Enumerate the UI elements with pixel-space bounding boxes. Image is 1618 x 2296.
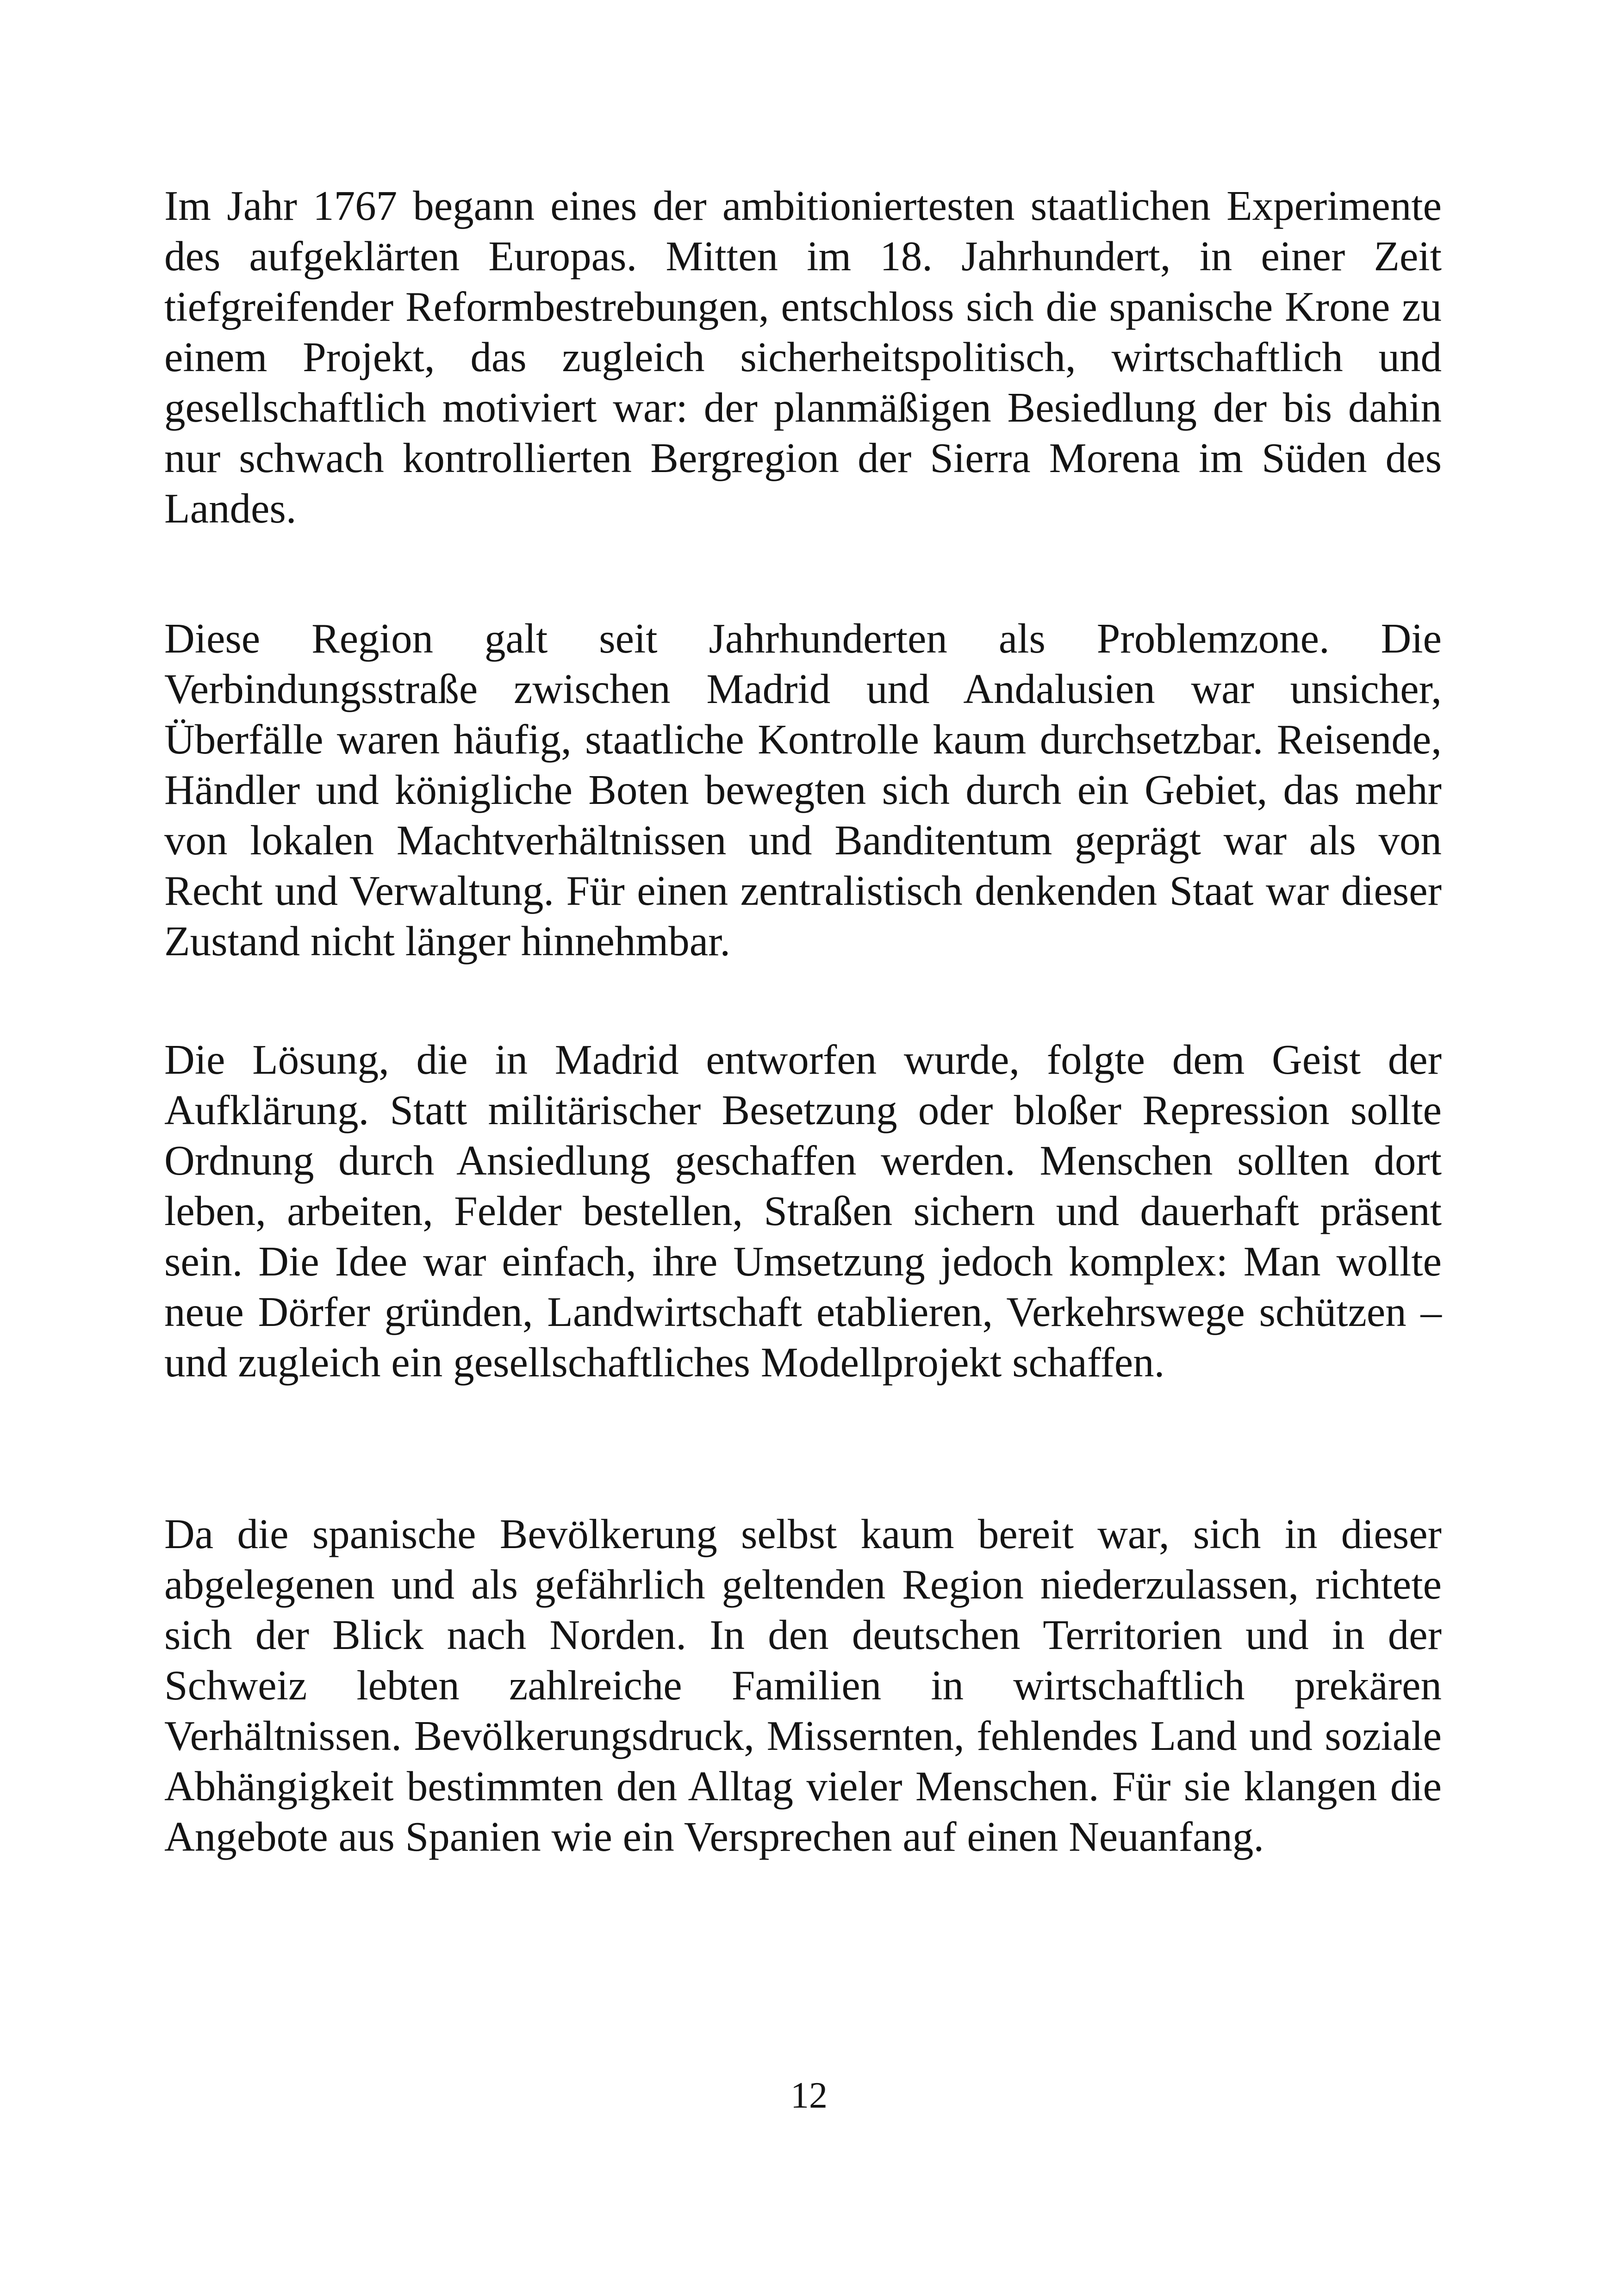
body-paragraph-4: Da die spanische Bevölkerung selbst kaum bereit war, sich in dieser abgelegenen und als gefährlich geltenden Region niederzulassen, richtete sich der Blick nach Norden. In den deutschen Territorien und in der Schweiz lebten zahlreiche Familien in wirtschaftlich prekären Verhältnissen. Bevölkerungsdruck, Missernten, fehlendes Land und soziale Abhängigkeit bestimmten den Alltag vieler Menschen. Für sie klangen die Angebote aus Spanien wie ein Versprechen auf einen Neuanfang. bbox=[164, 1511, 1442, 1860]
body-paragraph-1: Im Jahr 1767 begann eines der ambitioniertesten staatlichen Experimente des aufgeklärten Europas. Mitten im 18. Jahrhundert, in einer Zeit tiefgreifender Reformbestrebungen, entschloss sich die spanische Krone zu einem Projekt, das zugleich sicherheitspolitisch, wirtschaftlich und gesellschaftlich motiviert war: der planmäßigen Besiedlung der bis dahin nur schwach kontrollierten Bergregion der Sierra Morena im Süden des Landes. bbox=[164, 182, 1442, 532]
body-paragraph-3: Die Lösung, die in Madrid entworfen wurde, folgte dem Geist der Aufklärung. Statt militärischer Besetzung oder bloßer Repression sollte Ordnung durch Ansiedlung geschaffen werden. Menschen sollten dort leben, arbeiten, Felder bestellen, Straßen sichern und dauerhaft präsent sein. Die Idee war einfach, ihre Umsetzung jedoch komplex: Man wollte neue Dörfer gründen, Landwirtschaft etablieren, Verkehrswege schützen – und zugleich ein gesellschaftliches Modellprojekt schaffen. bbox=[164, 1036, 1442, 1386]
page-number: 12 bbox=[790, 2075, 828, 2116]
body-paragraph-2: Diese Region galt seit Jahrhunderten als Problemzone. Die Verbindungsstraße zwischen Madrid und Andalusien war unsicher, Überfälle waren häufig, staatliche Kontrolle kaum durchsetzbar. Reisende, Händler und königliche Boten bewegten sich durch ein Gebiet, das mehr von lokalen Machtverhältnissen und Banditentum geprägt war als von Recht und Verwaltung. Für einen zentralistisch denkenden Staat war dieser Zustand nicht länger hinnehmbar. bbox=[164, 615, 1442, 964]
